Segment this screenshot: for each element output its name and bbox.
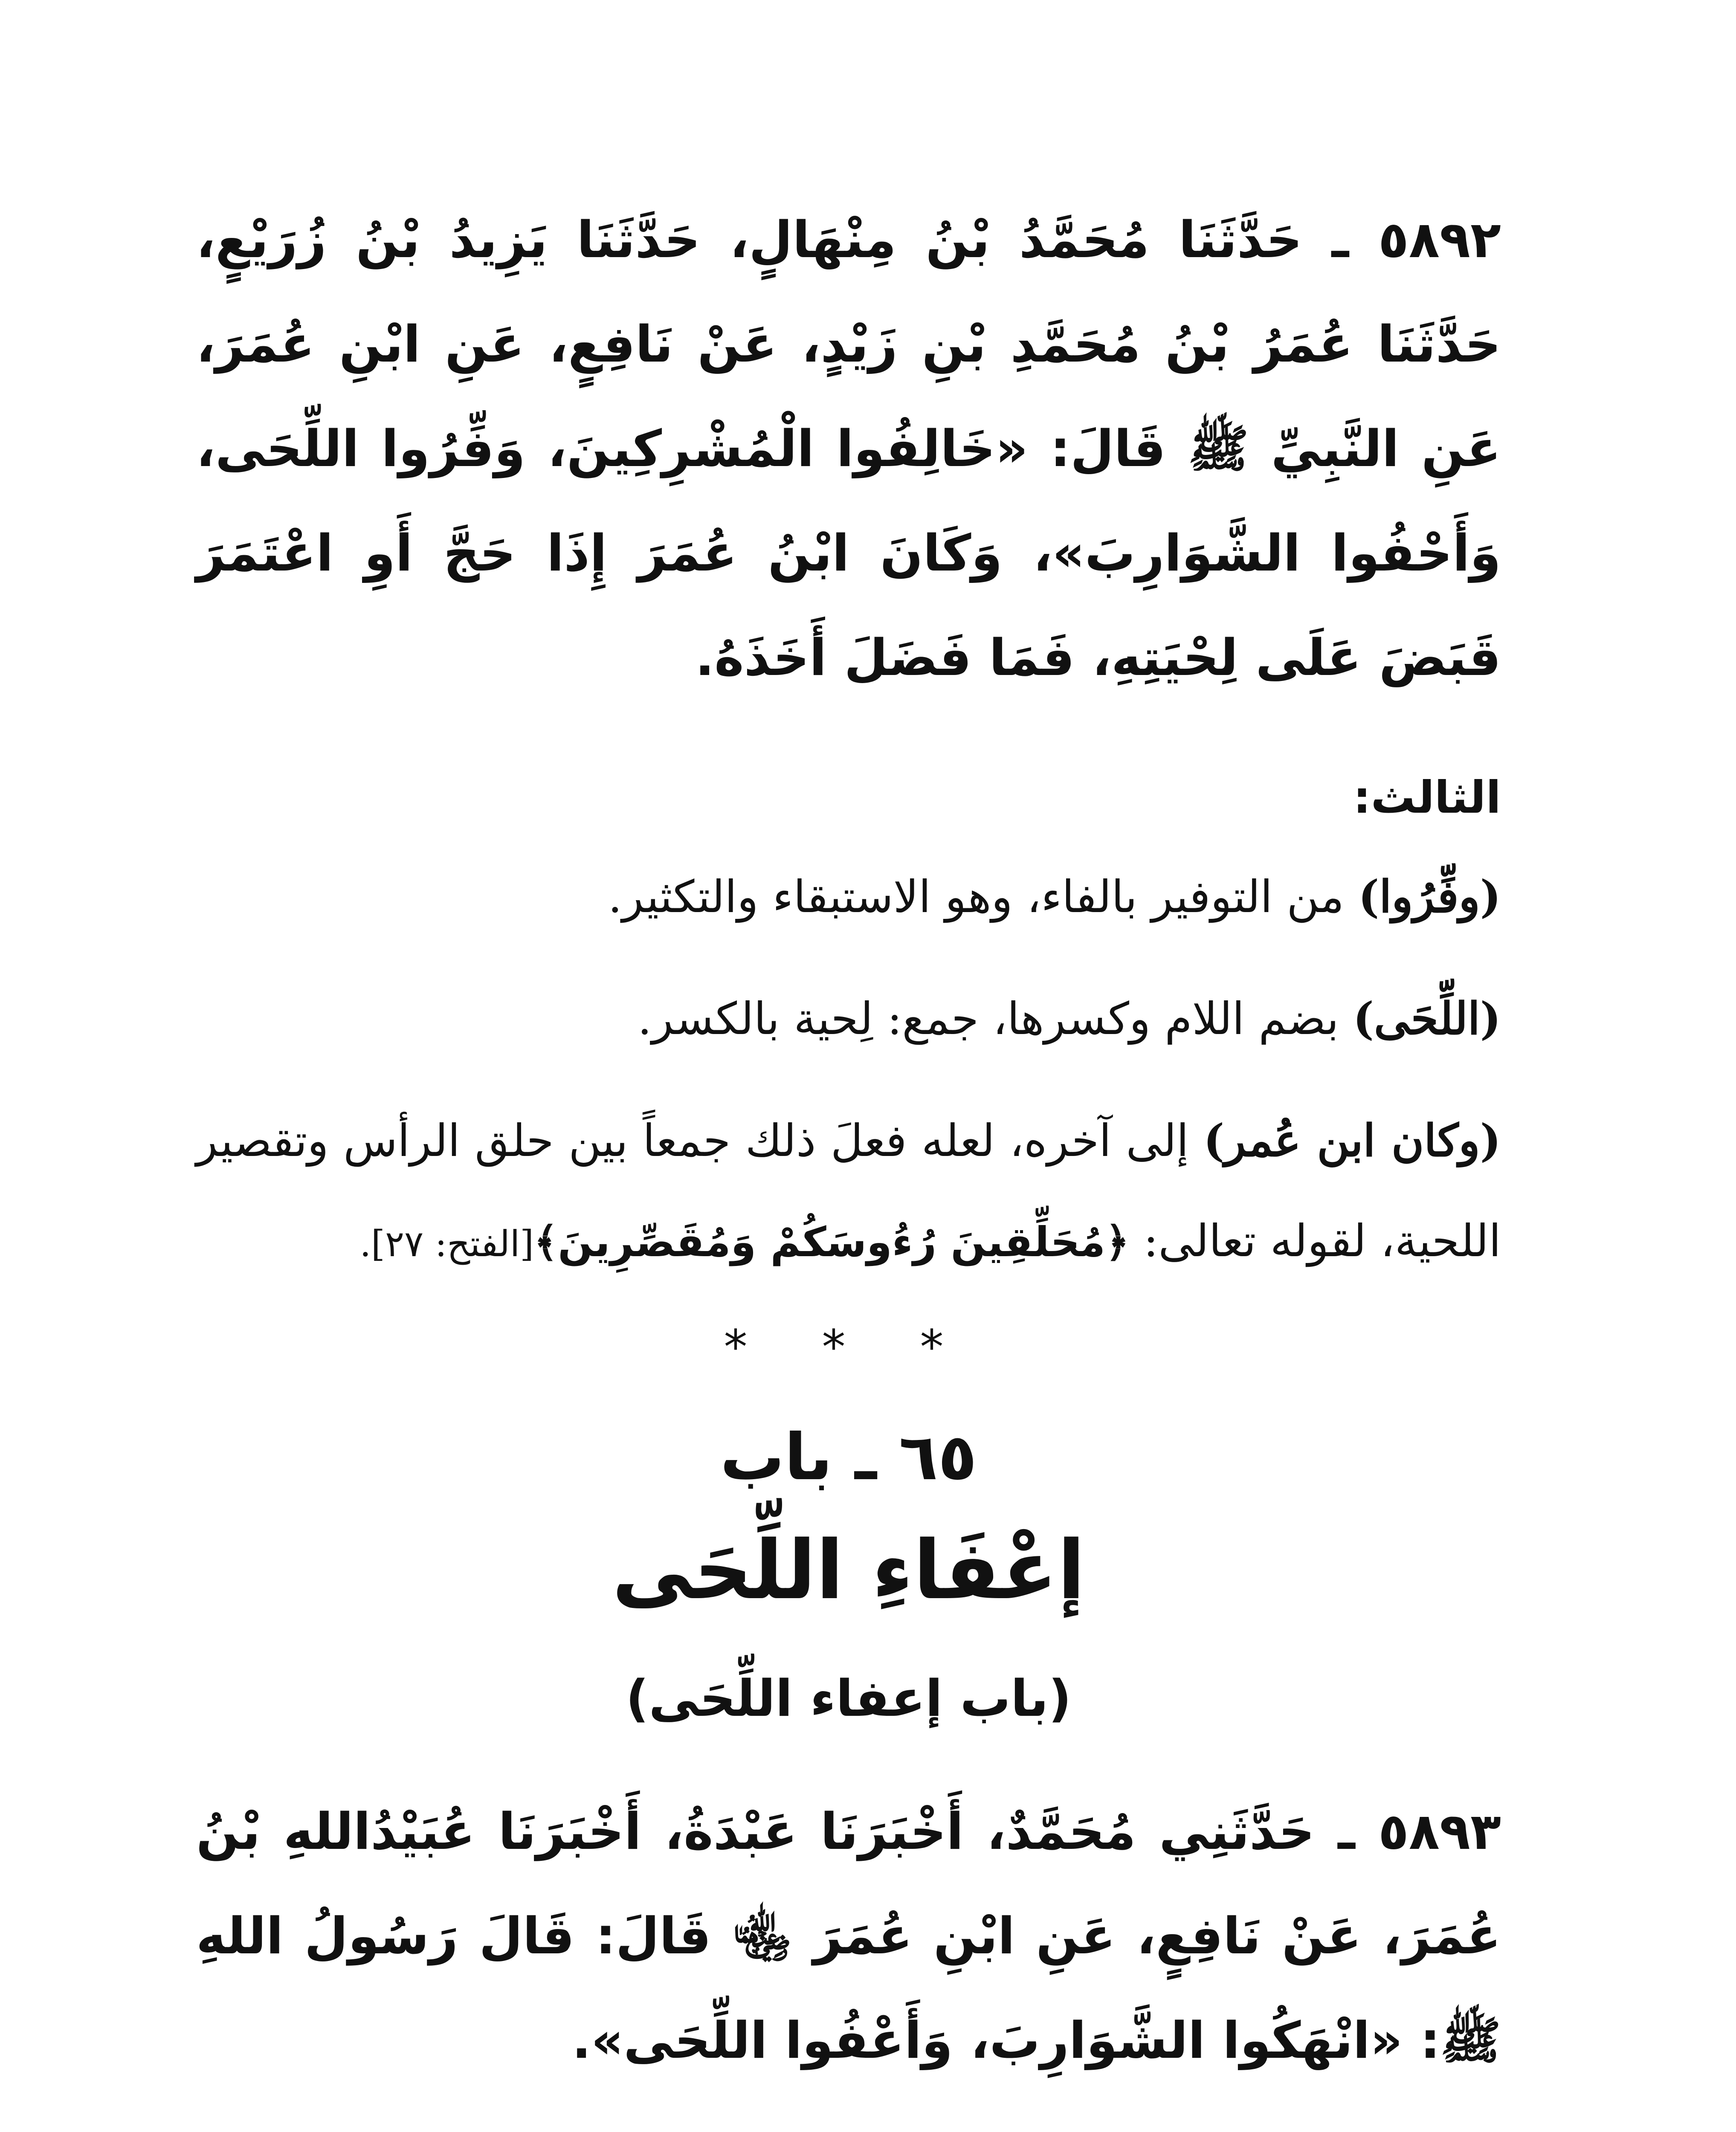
quran-verse: ﴿مُحَلِّقِينَ رُءُوسَكُمْ وَمُقَصِّرِينَ﴾ bbox=[533, 1218, 1130, 1266]
hadith-number: ٥٨٩٣ bbox=[1378, 1802, 1501, 1861]
commentary-term: (اللِّحَى) bbox=[1353, 992, 1501, 1045]
commentary-text: من التوفير بالفاء، وهو الاستبقاء والتكثير. bbox=[608, 871, 1359, 923]
commentary-heading: الثالث: bbox=[1353, 771, 1501, 823]
commentary-text: إلى آخره، لعله فعلَ ذلك جمعاً بين حلق الرأس وتقصير اللحية، لقوله تعالى: bbox=[196, 1115, 1501, 1267]
hadith-text: حَدَّثَنَا مُحَمَّدُ بْنُ مِنْهَالٍ، حَدَّثَنَا يَزِيدُ بْنُ زُرَيْعٍ، حَدَّثَنَا عُمَرُ بْنُ مُحَمَّدِ بْنِ زَيْدٍ، عَنْ نَافِعٍ، عَنِ ابْنِ عُمَرَ، عَنِ النَّبِيِّ ﷺ قَالَ: «خَالِفُوا الْمُشْرِكِينَ، وَفِّرُوا اللِّحَى، وَأَحْفُوا الشَّوَارِبَ»، وَكَانَ ابْنُ عُمَرَ إِذَا حَجَّ أَوِ اعْتَمَرَ قَبَضَ عَلَى لِحْيَتِهِ، فَمَا فَضَلَ أَخَذَهُ. bbox=[196, 210, 1501, 687]
commentary-term: (وفِّرُوا) bbox=[1358, 870, 1501, 923]
commentary-term: (وكان ابن عُمر) bbox=[1203, 1114, 1501, 1167]
quran-reference: [الفتح: ٢٧]. bbox=[359, 1223, 534, 1265]
commentary-note bbox=[196, 1090, 1501, 1294]
commentary-note bbox=[196, 846, 1501, 947]
hadith-5892: ٥٨٩٢ ـ حَدَّثَنَا مُحَمَّدُ بْنُ مِنْهَالٍ، حَدَّثَنَا يَزِيدُ بْنُ زُرَيْعٍ، حَدَّثَنَا عُمَرُ بْنُ مُحَمَّدِ بْنِ زَيْدٍ، عَنْ نَافِعٍ، عَنِ ابْنِ عُمَرَ، عَنِ النَّبِيِّ ﷺ قَالَ: «خَالِفُوا الْمُشْرِكِينَ، وَفِّرُوا اللِّحَى، وَأَحْفُوا الشَّوَارِبَ»، وَكَانَ ابْنُ عُمَرَ إِذَا حَجَّ أَوِ اعْتَمَرَ قَبَضَ عَلَى لِحْيَتِهِ، فَمَا فَضَلَ أَخَذَهُ. bbox=[196, 210, 1501, 687]
hadith-text: حَدَّثَنِي مُحَمَّدٌ، أَخْبَرَنَا عَبْدَةُ، أَخْبَرَنَا عُبَيْدُاللهِ بْنُ عُمَرَ، عَنْ نَافِعٍ، عَنِ ابْنِ عُمَرَ ﵄ قَالَ: قَالَ رَسُولُ اللهِ ﷺ: «انْهَكُوا الشَّوَارِبَ، وَأَعْفُوا اللِّحَى». bbox=[196, 1802, 1501, 2070]
page-body bbox=[196, 188, 1501, 2132]
chapter-number: ٦٥ ـ باب bbox=[720, 1420, 977, 1495]
chapter-subtitle: (باب إعفاء اللِّحَى) bbox=[626, 1669, 1072, 1728]
commentary-note bbox=[196, 968, 1501, 1069]
commentary-text: بضم اللام وكسرها، جمع: لِحية بالكسر. bbox=[638, 993, 1353, 1045]
chapter-title: إعْفَاءِ اللِّحَى bbox=[612, 1523, 1085, 1617]
hadith-5893: ٥٨٩٣ ـ حَدَّثَنِي مُحَمَّدٌ، أَخْبَرَنَا عَبْدَةُ، أَخْبَرَنَا عُبَيْدُاللهِ بْنُ عُمَرَ، عَنْ نَافِعٍ، عَنِ ابْنِ عُمَرَ ﵄ قَالَ: قَالَ رَسُولُ اللهِ ﷺ: «انْهَكُوا الشَّوَارِبَ، وَأَعْفُوا اللِّحَى». bbox=[196, 1802, 1501, 2070]
section-separator: * * * bbox=[724, 1320, 974, 1374]
hadith-number: ٥٨٩٢ bbox=[1378, 210, 1501, 269]
